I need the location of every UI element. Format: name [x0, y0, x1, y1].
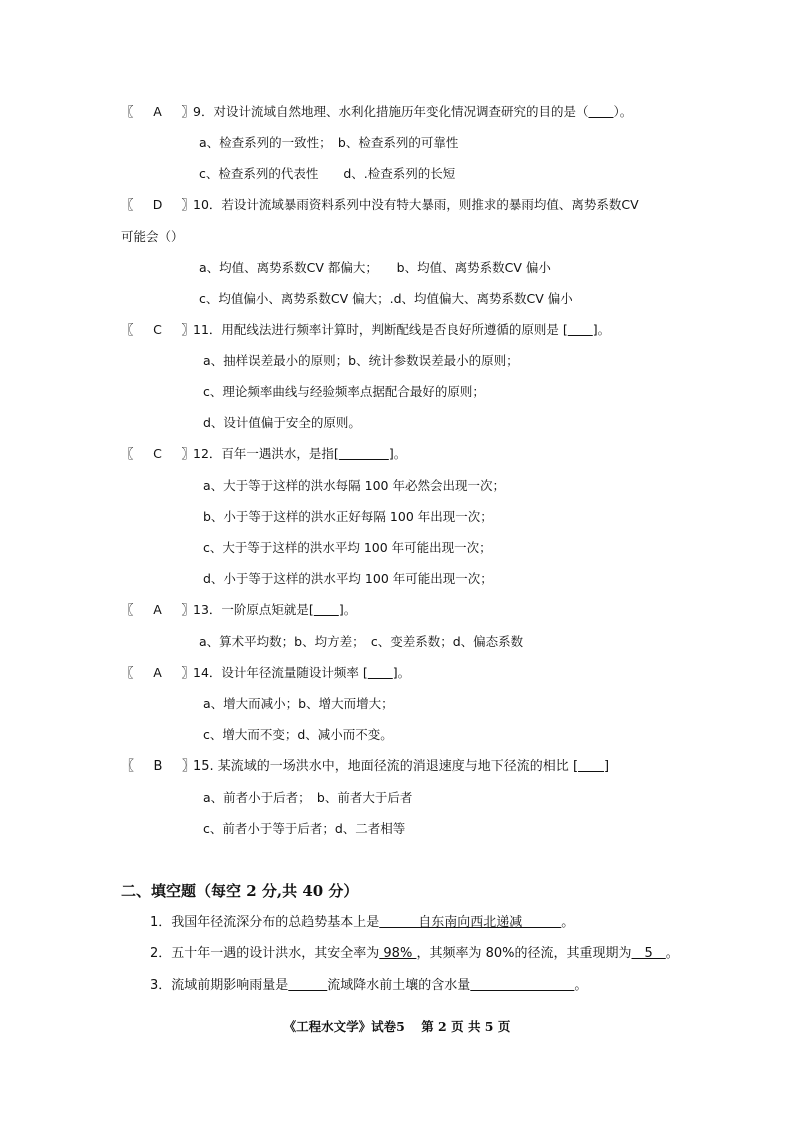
- q12-options-1: a、大于等于这样的洪水每隔 100 年必然会出现一次；: [203, 478, 505, 493]
- fill-answer-1: 自东南向西北递减: [379, 915, 562, 930]
- question-10-cont: 可能会（）: [121, 229, 184, 244]
- q12-options-4: d、小于等于这样的洪水平均 100 年可能出现一次；: [203, 571, 493, 586]
- answer-12: C: [153, 446, 162, 461]
- q11-options-2: c、理论频率曲线与经验频率点据配合最好的原则；: [203, 384, 485, 399]
- q13-options-1: a、算术平均数；b、均方差； c、变差系数；d、偏态系数: [199, 634, 524, 649]
- q10-options-1: a、均值、离势系数CV 都偏大； b、均值、离势系数CV 偏小: [199, 260, 551, 275]
- q14-options-2: c、增大而不变；d、减小而不变。: [203, 727, 393, 742]
- fill-answer-2a: 98%: [379, 946, 417, 961]
- page-number: 第 2 页 共 5 页: [421, 1019, 511, 1034]
- question-10: 〖 D 〗10．若设计流域暴雨资料系列中没有特大暴雨，则推求的暴雨均值、离势系数CV: [121, 197, 639, 212]
- answer-11: C: [153, 322, 162, 337]
- section-title: 二、填空题（每空 2 分,共 40 分）: [121, 882, 359, 900]
- answer-15: B: [153, 759, 163, 774]
- q12-options-2: b、小于等于这样的洪水正好每隔 100 年出现一次；: [203, 509, 493, 524]
- question-12: 〖 C 〗12．百年一遇洪水，是指[ ]。: [121, 446, 407, 461]
- fill-answer-2b: 5: [631, 946, 666, 961]
- question-9: 〖 A 〗9．对设计流域自然地理、水利化措施历年变化情况调查研究的目的是（ ）。: [121, 104, 633, 119]
- q15-options-2: c、前者小于等于后者；d、二者相等: [203, 821, 406, 836]
- page-footer: [0, 1017, 794, 1035]
- answer-10: D: [152, 197, 163, 212]
- q11-options-3: d、设计值偏于安全的原则。: [203, 415, 361, 430]
- question-15: 〖 B 〗15. 某流域的一场洪水中，地面径流的消退速度与地下径流的相比 [ ]: [121, 759, 610, 774]
- q10-options-2: c、均值偏小、离势系数CV 偏大；.d、均值偏大、离势系数CV 偏小: [199, 291, 573, 306]
- answer-9: A: [153, 104, 162, 119]
- fill-answer-3a: [288, 978, 327, 993]
- question-14: 〖 A 〗14．设计年径流量随设计频率 [ ]。: [121, 665, 411, 680]
- q12-options-3: c、大于等于这样的洪水平均 100 年可能出现一次；: [203, 540, 492, 555]
- answer-14: A: [153, 665, 162, 680]
- q9-options-2: c、检查系列的代表性 d、.检查系列的长短: [199, 166, 456, 181]
- fill-item-2: 2．五十年一遇的设计洪水，其安全率为 98% ，其频率为 80%的径流，其重现期为 5 。: [150, 946, 679, 961]
- exam-title: 《工程水文学》试卷5: [283, 1019, 405, 1034]
- answer-13: A: [153, 602, 162, 617]
- fill-item-1: 1．我国年径流深分布的总趋势基本上是 自东南向西北递减 。: [150, 915, 575, 930]
- fill-answer-3b: [470, 978, 574, 993]
- fill-item-3: 3．流域前期影响雨量是 流域降水前土壤的含水量 。: [150, 978, 588, 993]
- q9-options-1: a、检查系列的一致性； b、检查系列的可靠性: [199, 135, 459, 150]
- q14-options-1: a、增大而减小；b、增大而增大；: [203, 696, 394, 711]
- question-11: 〖 C 〗11．用配线法进行频率计算时，判断配线是否良好所遵循的原则是 [ ]。: [121, 322, 611, 337]
- q15-options-1: a、前者小于后者； b、前者大于后者: [203, 790, 413, 805]
- question-13: 〖 A 〗13．一阶原点矩就是[ ]。: [121, 602, 357, 617]
- q11-options-1: a、抽样误差最小的原则；b、统计参数误差最小的原则；: [203, 353, 519, 368]
